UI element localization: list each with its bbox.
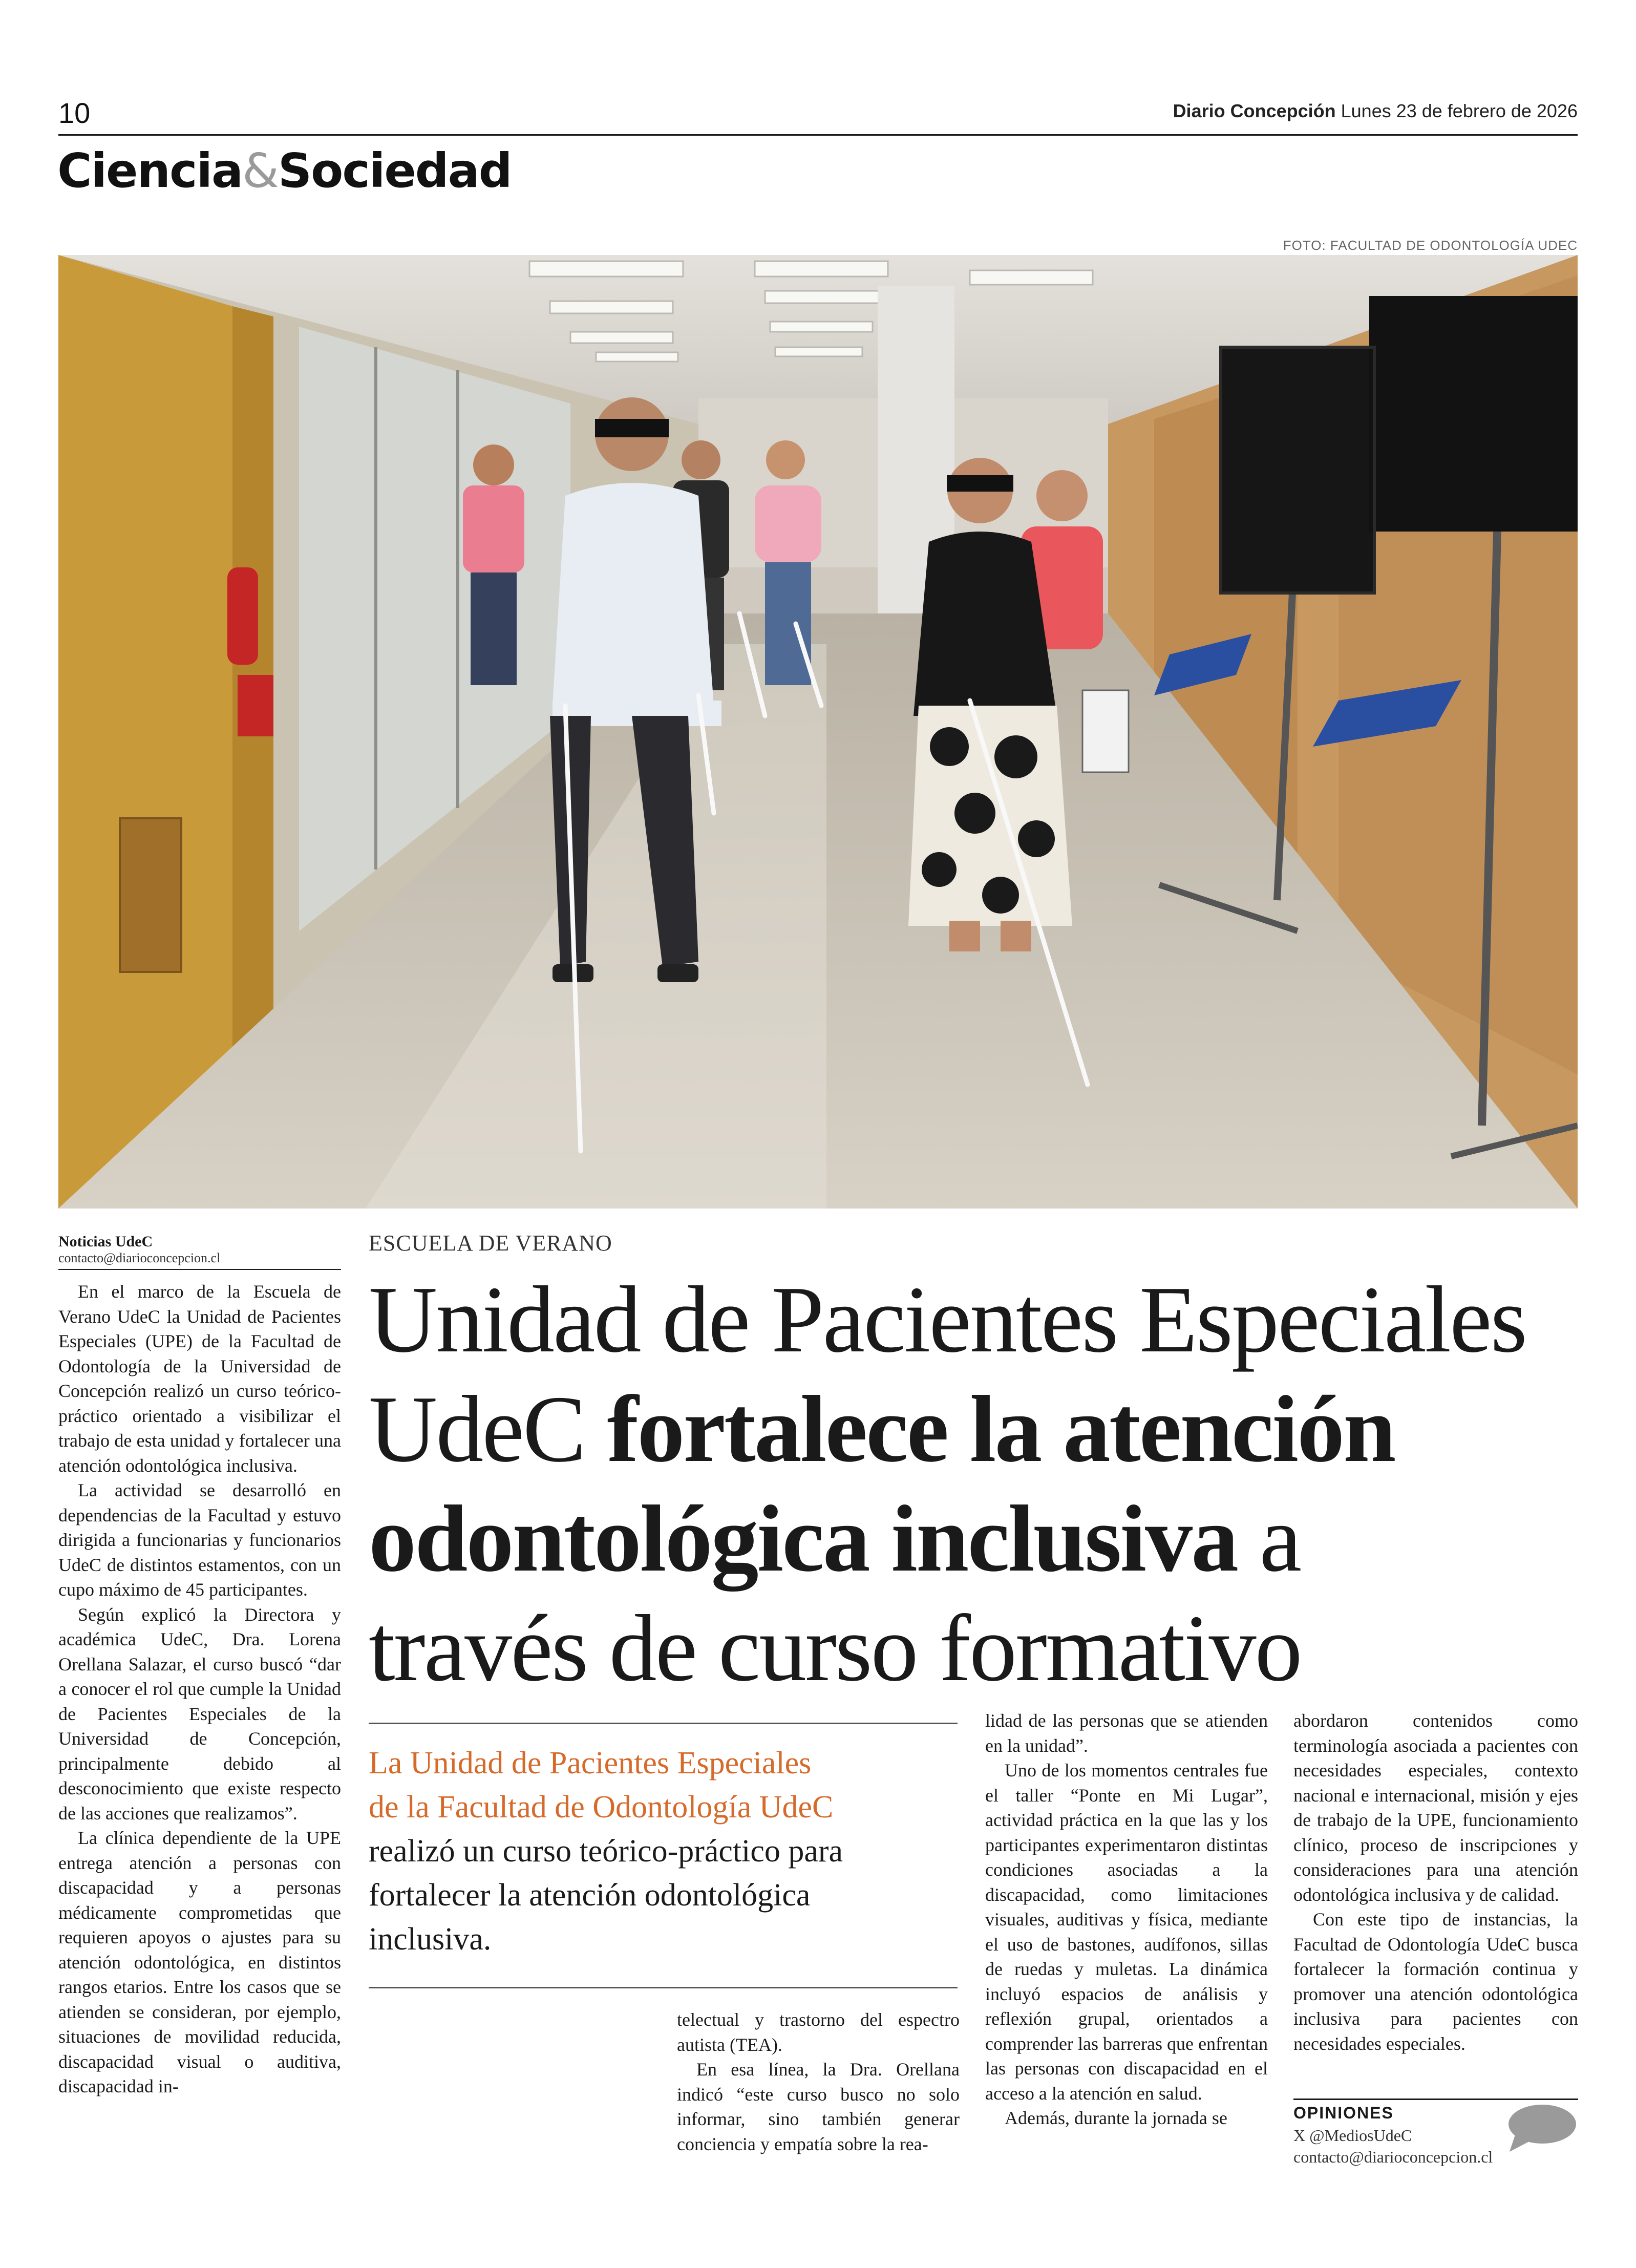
byline-email[interactable]: contacto@diarioconcepcion.cl [58,1250,221,1265]
column-2-paragraph: telectual y trastorno del espectro autista (TEA). [677,2009,960,2055]
opinions-title: OPINIONES [1293,2104,1394,2122]
column-2-paragraph: En esa línea, la Dra. Orellana indicó “este curso busco no solo informar, sino también generar conciencia y empatía sobre la rea- [677,2059,960,2154]
section-title-left: Ciencia [57,143,243,198]
section-title-ampersand: & [242,143,278,198]
speech-bubble-icon [1505,2103,1577,2156]
lead-text [369,1829,843,1961]
headline-line-2-normal: UdeC [369,1376,607,1482]
headline-line-3-bold: odontológica inclusiva [369,1486,1238,1592]
masthead-date: Lunes 23 de febrero de 2026 [1341,100,1578,121]
byline-rule [58,1269,341,1270]
header-rule [58,134,1578,136]
column-3-paragraph: Además, durante la jornada se [1005,2108,1227,2128]
article-kicker: ESCUELA DE VERANO [369,1231,612,1256]
headline-line-2 [369,1374,1587,1484]
column-1-paragraph: En el marco de la Escuela de Verano UdeC la Unidad de Pacientes Especiales (UPE) de la Facultad de Odontología de la Universidad de Concepción realizó un curso teórico-práctico orientado a visibilizar el trabajo de esta unidad y fortalecer una atención odontológica inclusiva. [58,1281,341,1476]
headline-line-3 [369,1484,1587,1594]
masthead [1173,100,1578,122]
lead-highlight [369,1741,833,1829]
column-3-paragraph: Uno de los momentos centrales fue el taller “Ponte en Mi Lugar”, actividad práctica en la que las y los participantes experimentaron distintas condiciones asociadas a la discapacidad, como limitaciones visuales, auditivas y física, mediante el uso de bastones, audífonos, sillas de ruedas y muletas. La dinámica incluyó espacios de análisis y reflexión grupal, orientados a comprender las barreras que enfrentan las personas con discapacidad en el acceso a la atención en salud. [985,1760,1268,2104]
byline-author: Noticias UdeC [58,1233,153,1250]
headline-line-1: Unidad de Pacientes Especiales [369,1267,1526,1372]
article-column-3 [985,1708,1268,2131]
column-4-paragraph: Con este tipo de instancias, la Facultad de Odontología UdeC busca fortalecer la formación continua y promover una atención odontológica inclusiva para pacientes con necesidades especiales. [1293,1909,1578,2054]
lead-highlight-line-2: de la Facultad de Odontología UdeC [369,1790,834,1825]
lead-text-line-2: fortalecer la atención odontológica [369,1878,811,1913]
lead-text-line-3: inclusiva. [369,1922,492,1957]
article-column-2 [677,2007,960,2156]
column-1-paragraph: La actividad se desarrolló en dependencias de la Facultad y estuvo dirigida a funcionarias y funcionarios UdeC de distintos estamentos, con un cupo máximo de 45 participantes. [58,1480,341,1600]
opinions-social[interactable]: X @MediosUdeC [1293,2126,1412,2145]
lead-text-line-1: realizó un curso teórico-práctico para [369,1834,843,1869]
section-title-right: Sociedad [278,143,512,198]
opinions-rule [1293,2099,1578,2100]
lead-bottom-rule [369,1987,958,1988]
main-photo [58,255,1578,1209]
headline-line-4: través de curso formativo [369,1596,1301,1701]
section-title [57,143,512,198]
headline [369,1265,1587,1703]
column-3-paragraph: lidad de las personas que se atienden en la unidad”. [985,1710,1268,1756]
lead-top-rule [369,1723,958,1724]
headline-line-2-bold: fortalece la atención [607,1376,1395,1482]
photo-illustration [58,255,1578,1209]
column-4-paragraph: abordaron contenidos como terminología asociada a pacientes con necesidades especiales, contexto nacional e internacional, misión y ejes de trabajo de la UPE, funcionamiento clínico, proceso de inscripciones y consideraciones para una atención odontológica inclusiva y de calidad. [1293,1710,1578,1905]
opinions-email[interactable]: contacto@diarioconcepcion.cl [1293,2148,1493,2166]
column-1-paragraph: La clínica dependiente de la UPE entrega atención a personas con discapacidad y a personas médicamente comprometidas que requieren apoyos o ajustes para su atención odontológica, en distintos rangos etarios. Entre los casos que se atienden se consideran, por ejemplo, situaciones de movilidad reducida, discapacidad visual o auditiva, discapacidad in- [58,1828,341,2096]
photo-credit: FOTO: FACULTAD DE ODONTOLOGÍA UDEC [1283,238,1578,253]
page-number: 10 [58,97,91,129]
headline-line-3-normal: a [1237,1486,1301,1592]
masthead-name: Diario Concepción [1173,100,1336,121]
article-column-1 [58,1279,341,2099]
article-column-4 [1293,1708,1578,2056]
column-1-paragraph: Según explicó la Directora y académica UdeC, Dra. Lorena Orellana Salazar, el curso buscó “dar a conocer el rol que cumple la Unidad de Pacientes Especiales de la Universidad de Concepción, principalmente debido al desconocimiento que existe respecto de las acciones que realizamos”. [58,1604,341,1824]
lead-highlight-line-1: La Unidad de Pacientes Especiales [369,1746,812,1781]
